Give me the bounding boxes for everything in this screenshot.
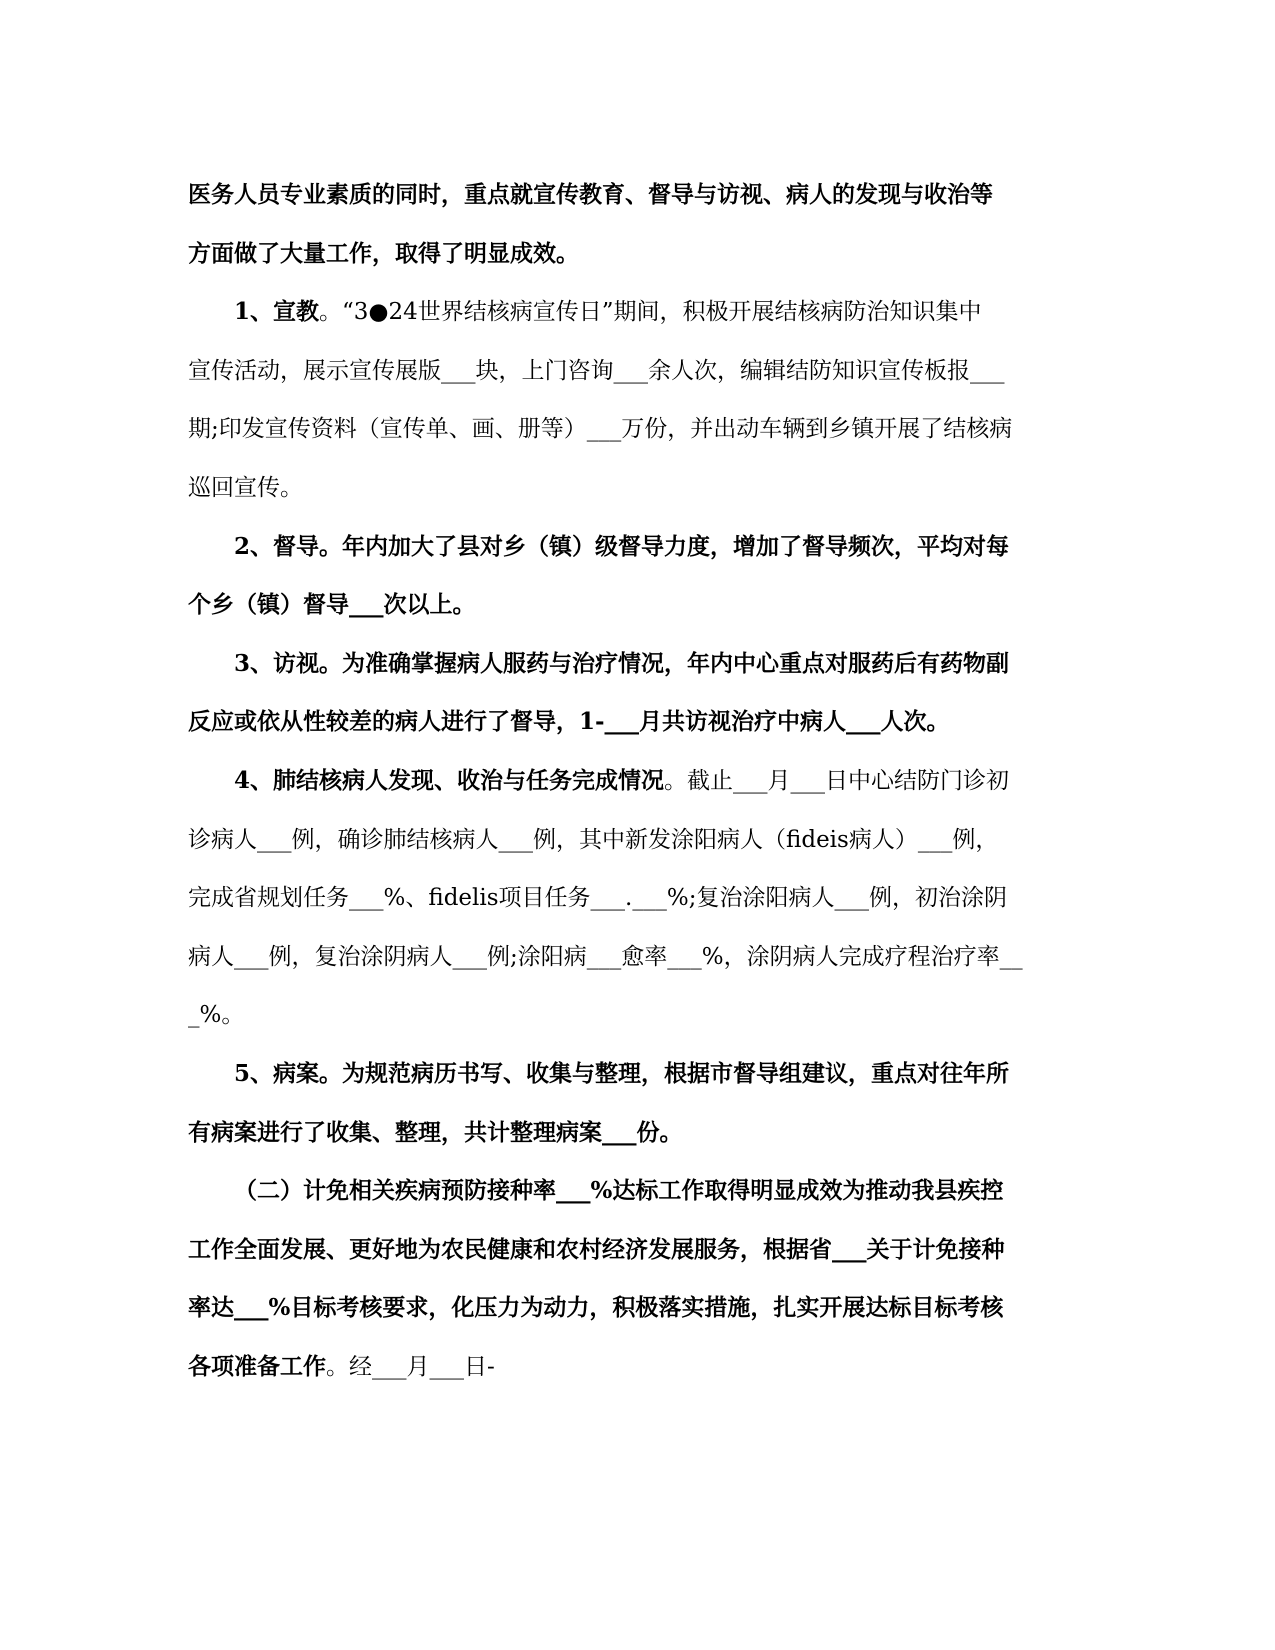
- bold-text: 工作全面发展、更好地为农民健康和农村经济发展服务，根据省___关于计免接种: [188, 1235, 1005, 1263]
- bold-text: 方面做了大量工作，取得了明显成效。: [188, 239, 579, 267]
- text-line: [188, 928, 1088, 987]
- text-line: [188, 1221, 1088, 1280]
- plain-text: 诊病人___例，确诊肺结核病人___例，其中新发涂阳病人（fideis病人）___例，: [188, 826, 999, 853]
- plain-text: 巡回宣传。: [188, 474, 303, 501]
- bold-text: 4、肺结核病人发现、收治与任务完成情况: [234, 766, 665, 794]
- text-line: [188, 1104, 1088, 1163]
- bold-text: 3、访视。为准确掌握病人服药与治疗情况，年内中心重点对服药后有药物副: [234, 649, 1010, 677]
- text-line: [188, 1045, 1088, 1104]
- bold-text: 2、督导。年内加大了县对乡（镇）级督导力度，增加了督导频次，平均对每: [234, 532, 1010, 560]
- text-line: [188, 811, 1088, 870]
- text-line: [188, 1279, 1088, 1338]
- bold-text: 个乡（镇）督导___次以上。: [188, 591, 476, 619]
- plain-text: 病人___例，复治涂阴病人___例;涂阳病___愈率___%，涂阴病人完成疗程治疗率__: [188, 943, 1023, 970]
- plain-text: 。经___月___日-: [326, 1353, 495, 1380]
- plain-text: 完成省规划任务___%、fidelis项目任务___.___%;复治涂阳病人___例，初治涂阴: [188, 885, 1007, 912]
- text-line: [188, 518, 1088, 577]
- text-line: [188, 342, 1088, 401]
- text-line: [188, 693, 1088, 752]
- text-line: [188, 752, 1088, 811]
- plain-text: _%。: [188, 1002, 245, 1029]
- bold-text: 率达___%目标考核要求，化压力为动力，积极落实措施，扎实开展达标目标考核: [188, 1294, 1004, 1322]
- plain-text: 。截止___月___日中心结防门诊初: [664, 767, 1010, 794]
- text-line: [188, 225, 1088, 284]
- text-line: [188, 986, 1088, 1045]
- bold-text: 有病案进行了收集、整理，共计整理病案___份。: [188, 1118, 683, 1146]
- text-line: [188, 869, 1088, 928]
- plain-text: 期;印发宣传资料（宣传单、画、册等）___万份，并出动车辆到乡镇开展了结核病: [188, 416, 1013, 443]
- bold-text: （二）计免相关疾病预防接种率___%达标工作取得明显成效为推动我县疾控: [234, 1177, 1004, 1205]
- text-line: [188, 400, 1088, 459]
- bold-text: 1、宣教: [234, 298, 320, 326]
- text-line: [188, 166, 1088, 225]
- document-body: [188, 166, 1088, 1396]
- text-line: [188, 459, 1088, 518]
- plain-text: 。“3●24世界结核病宣传日”期间，积极开展结核病防治知识集中: [319, 299, 982, 326]
- bold-text: 各项准备工作: [188, 1352, 326, 1380]
- bold-text: 5、病案。为规范病历书写、收集与整理，根据市督导组建议，重点对往年所: [234, 1059, 1010, 1087]
- text-line: [188, 576, 1088, 635]
- text-line: [188, 1162, 1088, 1221]
- text-line: [188, 635, 1088, 694]
- bold-text: 反应或依从性较差的病人进行了督导，1-___月共访视治疗中病人___人次。: [188, 708, 950, 736]
- plain-text: 宣传活动，展示宣传展版___块，上门咨询___余人次，编辑结防知识宣传板报___: [188, 357, 1005, 384]
- bold-text: 医务人员专业素质的同时，重点就宣传教育、督导与访视、病人的发现与收治等: [188, 181, 993, 208]
- text-line: [188, 283, 1088, 342]
- text-line: [188, 1338, 1088, 1397]
